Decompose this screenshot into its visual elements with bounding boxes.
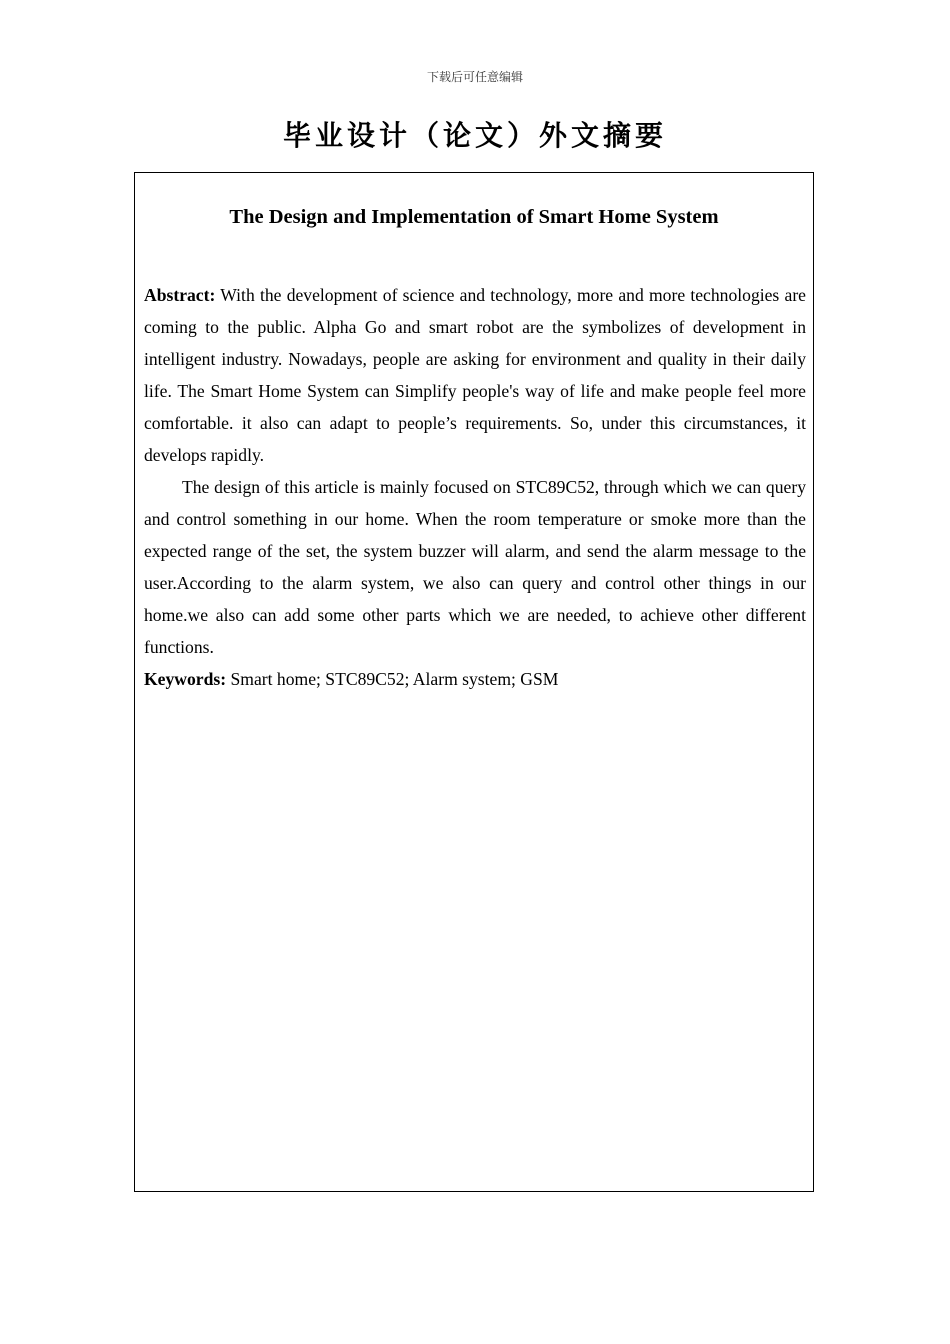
keywords-label: Keywords: (144, 669, 227, 689)
paper-title: The Design and Implementation of Smart Home System (229, 206, 719, 228)
abstract-text-1: With the development of science and technology, more and more technologies are coming to the public. Alpha Go and smart robot are the symbolizes of development in intelligent industry. Nowadays, people are asking for environment and quality in their daily life. The Smart Home System can Simplify people's way of life and make people feel more comfortable. it also can adapt to people’s requirements. So, under this circumstances, it develops rapidly. (144, 285, 806, 465)
abstract-body (144, 279, 806, 695)
keywords-line (144, 663, 806, 695)
abstract-paragraph-2 (144, 471, 806, 663)
abstract-paragraph-1 (144, 279, 806, 471)
abstract-label: Abstract: (144, 285, 216, 305)
header-note: 下载后可任意编辑 (426, 70, 523, 84)
keywords-text: Smart home; STC89C52; Alarm system; GSM (230, 669, 559, 689)
abstract-text-2: The design of this article is mainly focused on STC89C52, through which we can query and control something in our home. When the room temperature or smoke more than the expected range of the set, the system buzzer will alarm, and send the alarm message to the user.According to the alarm system, we also can query and control other things in our home.we also can add some other parts which we are needed, to achieve other different functions. (144, 477, 806, 657)
page-title: 毕业设计（论文）外文摘要 (282, 119, 667, 152)
